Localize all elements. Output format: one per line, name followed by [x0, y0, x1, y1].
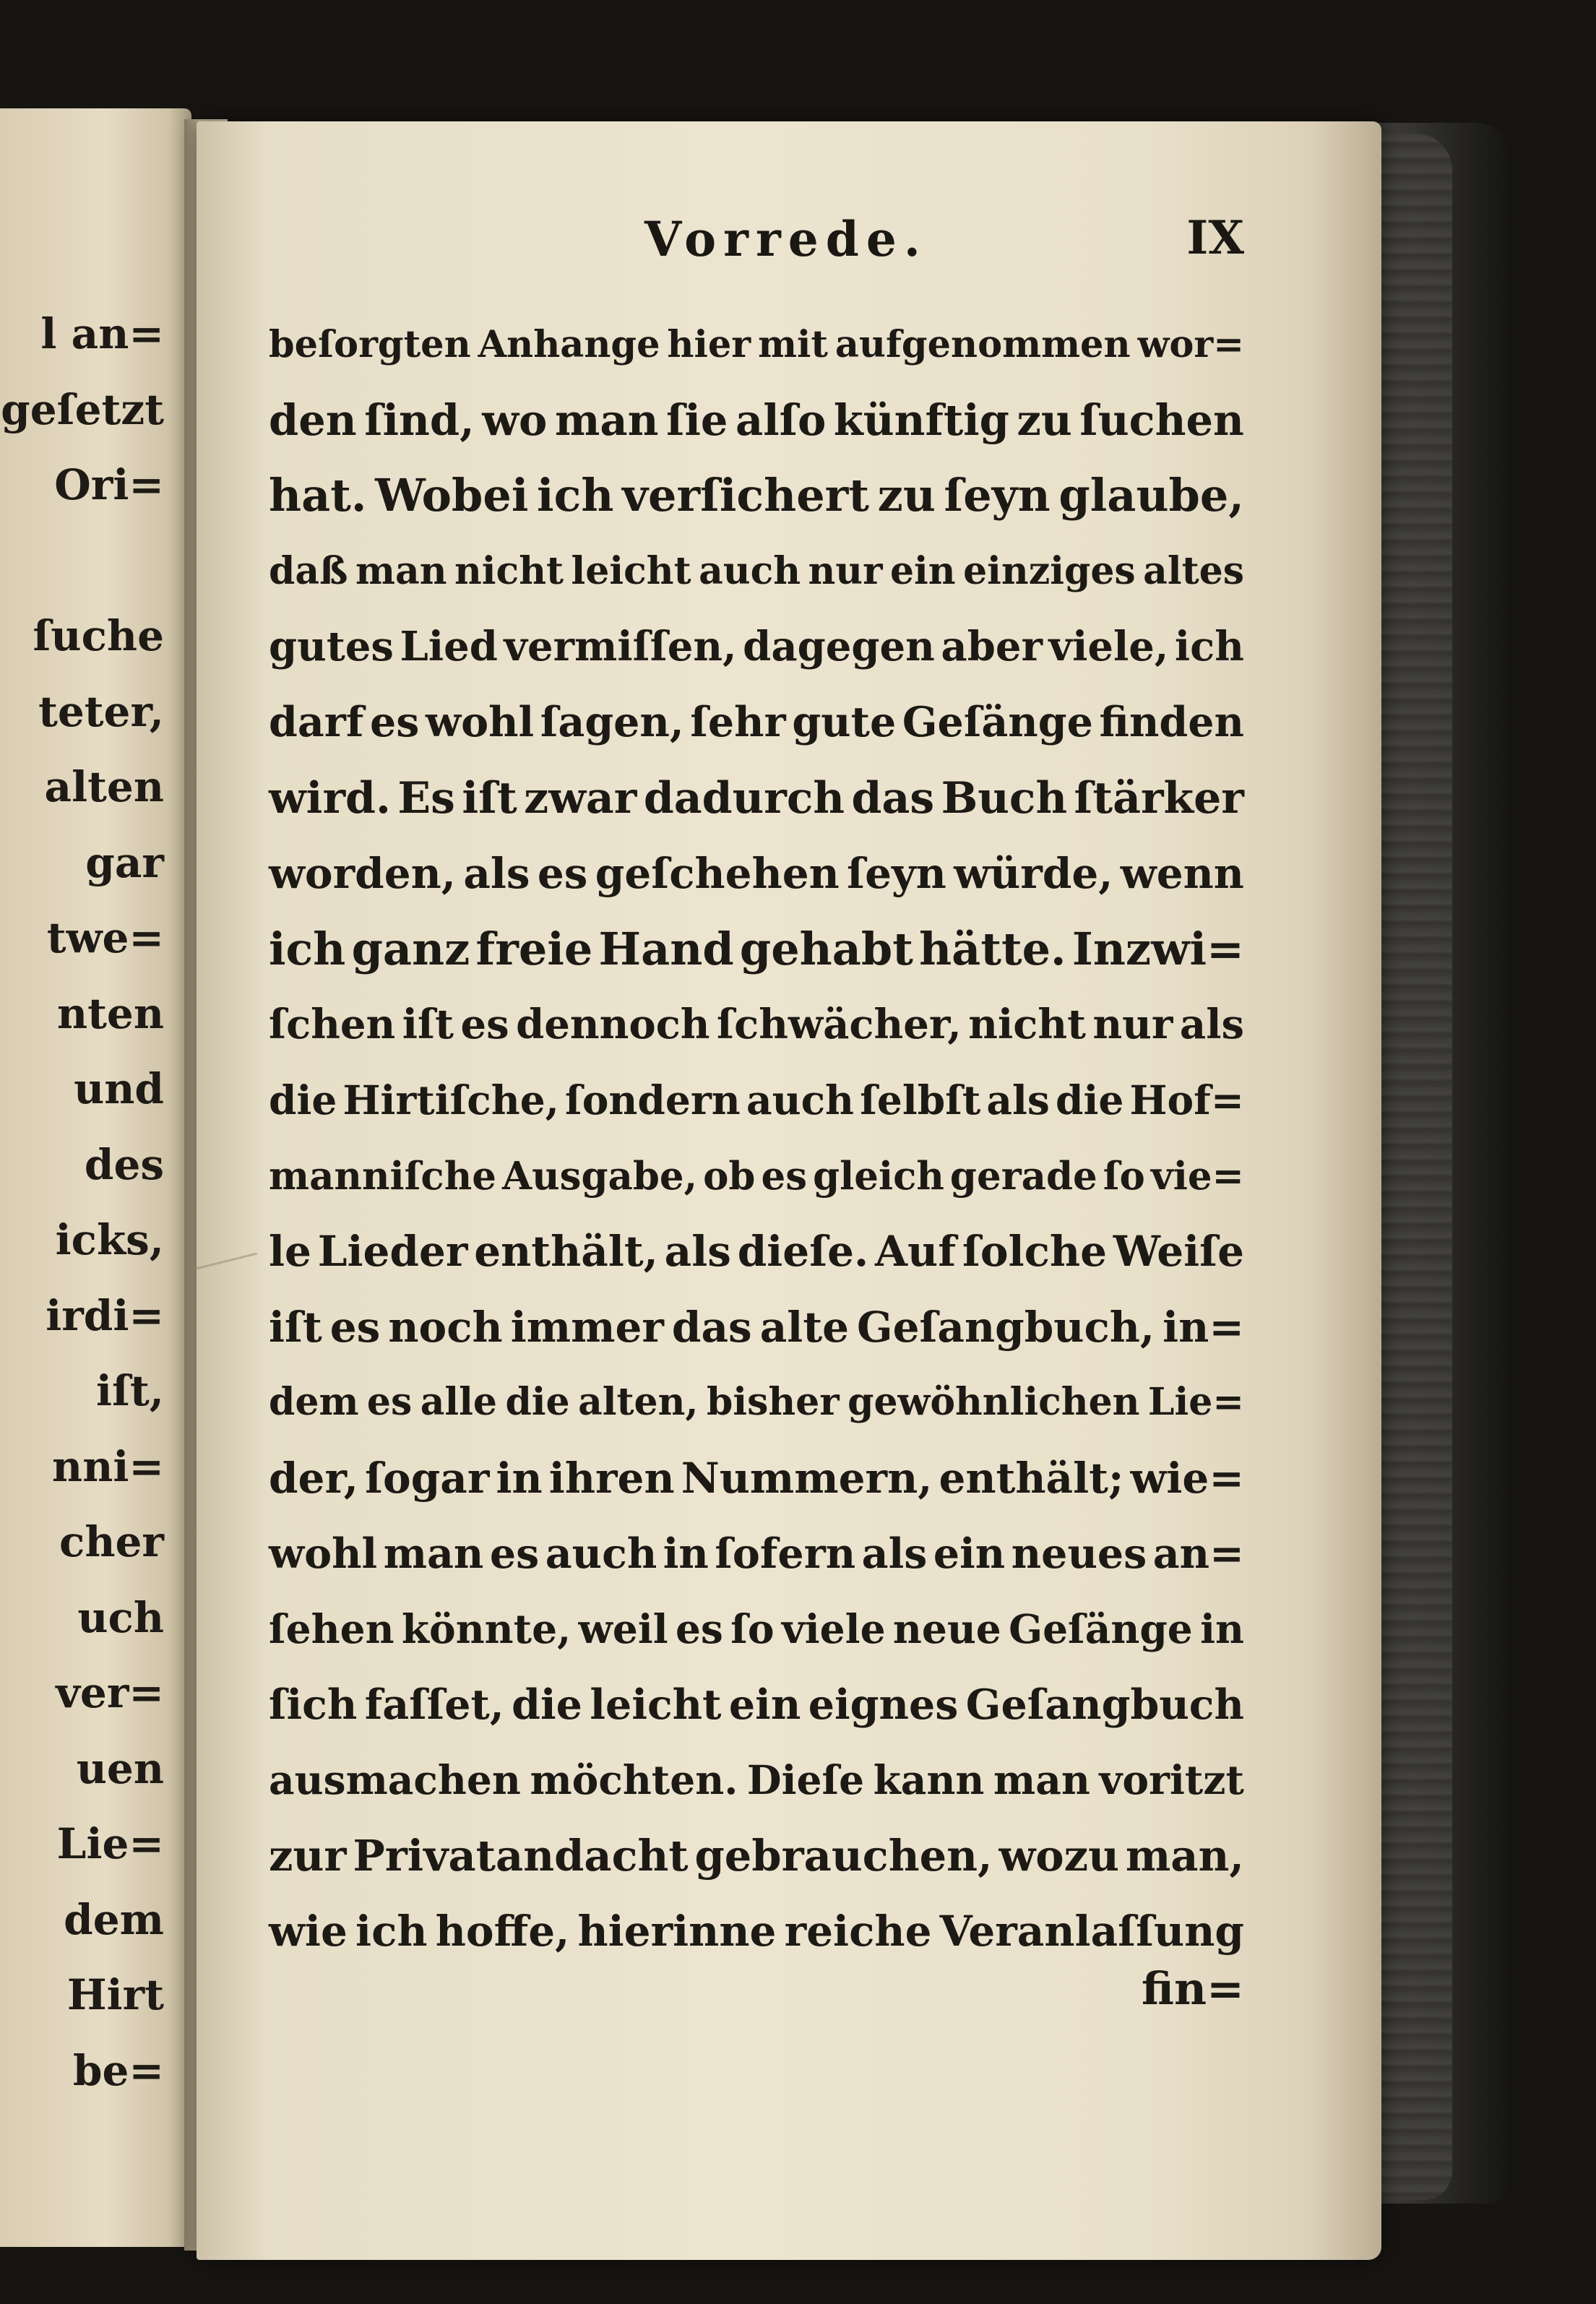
left-page-fragment: ver=: [56, 1668, 164, 1717]
left-page-fragment: irdi=: [46, 1290, 164, 1340]
page-number: IX: [1186, 211, 1244, 265]
text-line: ausmachen möchten. Dieſe kann man voritzt: [269, 1756, 1244, 1804]
catchword: fin=: [1141, 1962, 1244, 2015]
left-page-fragment: und: [74, 1064, 164, 1113]
text-line: iſt es noch immer das alte Geſangbuch, in=: [269, 1302, 1244, 1352]
text-line: die Hirtiſche, ſondern auch ſelbſt als die Hof=: [269, 1076, 1244, 1123]
left-page-fragment: Lie=: [56, 1819, 164, 1868]
text-line: worden, als es geſchehen ſeyn würde, wenn: [269, 849, 1244, 899]
left-page-fragment: nten: [56, 988, 164, 1038]
left-page-fragment: uch: [77, 1592, 164, 1642]
left-page-fragment: teter,: [38, 686, 164, 736]
page-header: [269, 211, 1244, 283]
left-page-fragment: nni=: [52, 1441, 164, 1491]
text-line: ſehen könnte, weil es ſo viele neue Geſänge in: [269, 1605, 1244, 1653]
text-line: wird. Es iſt zwar dadurch das Buch ſtärker: [269, 772, 1244, 824]
text-line: wie ich hoffe, hierinne reiche Veranlaſſung: [269, 1907, 1244, 1956]
text-line: der, ſogar in ihren Nummern, enthält; wie=: [269, 1453, 1244, 1503]
text-line: le Lieder enthält, als dieſe. Auf ſolche Weiſe: [269, 1227, 1244, 1277]
left-page-fragment: dem: [64, 1894, 164, 1944]
left-page-fragment: [1, 523, 164, 599]
left-page-fragment: l an=: [40, 309, 164, 358]
text-line: daß man nicht leicht auch nur ein einziges altes: [269, 548, 1244, 593]
text-line: darf es wohl ſagen, ſehr gute Geſänge finden: [269, 697, 1244, 746]
left-page-fragment: Hirt: [66, 1970, 164, 2019]
text-line: hat. Wobei ich verſichert zu ſeyn glaube,: [269, 469, 1244, 522]
text-line: ſich faſſet, die leicht ein eignes Geſangbuch: [269, 1680, 1244, 1729]
left-page-fragment: be=: [72, 2045, 164, 2095]
body-text: [269, 307, 1244, 1969]
left-page-fragment: icks,: [55, 1215, 164, 1264]
left-page-fragment: Ori=: [54, 460, 164, 509]
text-line: manniſche Ausgabe, ob es gleich gerade ſo vie=: [269, 1153, 1244, 1199]
left-page-fragment: uen: [76, 1743, 164, 1793]
text-line: gutes Lied vermiſſen, dagegen aber viele, ich: [269, 623, 1244, 671]
left-page-fragment: cher: [59, 1517, 164, 1566]
text-line: ich ganz freie Hand gehabt hätte. Inzwi=: [269, 922, 1244, 975]
book-cover-edge: [1373, 134, 1452, 2200]
text-line: dem es alle die alten, bisher gewöhnlichen Lie=: [269, 1380, 1244, 1425]
left-page-text-fragments: [1, 296, 164, 2108]
left-page-fragment: geſetzt: [1, 384, 164, 434]
left-page-fragment: twe=: [46, 913, 164, 962]
text-line: zur Privatandacht gebrauchen, wozu man,: [269, 1830, 1244, 1881]
text-line: den ſind, wo man ſie alſo künftig zu ſuchen: [269, 394, 1244, 445]
text-line: beſorgten Anhange hier mit aufgenommen wor=: [269, 323, 1244, 366]
text-line: wohl man es auch in ſofern als ein neues an=: [269, 1529, 1244, 1578]
text-line: ſchen iſt es dennoch ſchwächer, nicht nur als: [269, 1001, 1244, 1049]
left-page: [0, 108, 191, 2247]
left-page-fragment: ſuche: [33, 611, 164, 660]
left-page-fragment: des: [84, 1139, 164, 1189]
left-page-fragment: gar: [85, 837, 164, 887]
running-head: Vorrede.: [644, 211, 928, 267]
left-page-fragment: iſt,: [96, 1366, 164, 1415]
left-page-fragment: alten: [44, 762, 164, 811]
